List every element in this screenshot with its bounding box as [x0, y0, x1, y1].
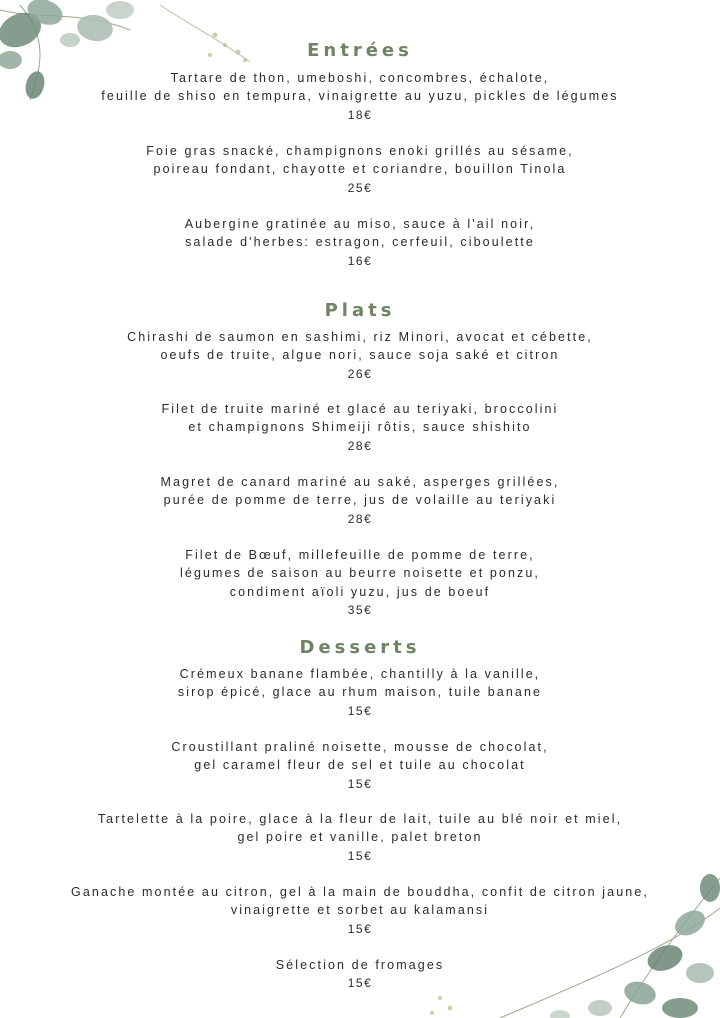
dish-price: 15€ [347, 848, 373, 863]
dish-description: Chirashi de saumon en sashimi, riz Minori, avocat et cébette, [127, 330, 593, 344]
dish-description: légumes de saison au beurre noisette et ponzu, [180, 566, 540, 581]
dish-price: 35€ [347, 602, 373, 617]
dish-description: feuille de shiso en tempura, vinaigrette au yuzu, pickles de légumes [101, 89, 619, 104]
dish-item [0, 400, 720, 455]
dish-price: 28€ [347, 511, 373, 526]
dish-item [0, 546, 720, 619]
dish-item [0, 142, 720, 197]
dish-item [0, 956, 720, 993]
dish-description: Tartare de thon, umeboshi, concombres, échalote, [170, 71, 550, 85]
dish-description: poireau fondant, chayotte et coriandre, bouillon Tinola [153, 162, 567, 177]
dish-price: 15€ [347, 776, 373, 791]
dish-description: gel caramel fleur de sel et tuile au chocolat [194, 758, 526, 773]
dish-description: Crémeux banane flambée, chantilly à la vanille, [179, 667, 541, 681]
dish-description: Ganache montée au citron, gel à la main de bouddha, confit de citron jaune, [71, 885, 649, 899]
dish-price: 26€ [347, 366, 373, 381]
dish-item [0, 473, 720, 528]
section-title-desserts: Desserts [299, 637, 421, 658]
dish-price: 28€ [347, 438, 373, 453]
dish-price: 15€ [347, 703, 373, 718]
section-title-plats: Plats [324, 300, 396, 321]
dish-description: vinaigrette et sorbet au kalamansi [230, 903, 490, 918]
dish-price: 18€ [347, 107, 373, 122]
dish-description: Croustillant praliné noisette, mousse de chocolat, [171, 740, 549, 754]
dish-description: condiment aïoli yuzu, jus de boeuf [229, 584, 491, 599]
dish-item [0, 665, 720, 720]
dish-price: 16€ [347, 253, 373, 268]
dish-item [0, 738, 720, 793]
dish-description: Filet de Bœuf, millefeuille de pomme de terre, [185, 548, 535, 562]
dish-description: Aubergine gratinée au miso, sauce à l'ail noir, [184, 217, 536, 231]
dish-description: purée de pomme de terre, jus de volaille au teriyaki [163, 493, 557, 508]
dish-description: oeufs de truite, algue nori, sauce soja saké et citron [160, 348, 560, 363]
dish-price: 15€ [347, 976, 373, 991]
dish-description: Tartelette à la poire, glace à la fleur de lait, tuile au blé noir et miel, [97, 812, 623, 826]
dish-item [0, 215, 720, 270]
section-title-entrees: Entrées [307, 40, 413, 61]
dish-description: Magret de canard mariné au saké, asperges grillées, [160, 475, 560, 489]
dish-item [0, 69, 720, 124]
dish-description: salade d'herbes: estragon, cerfeuil, ciboulette [185, 235, 535, 250]
dish-description: et champignons Shimeiji rôtis, sauce shishito [188, 420, 532, 435]
dish-description: gel poire et vanille, palet breton [237, 830, 483, 845]
dish-description: Foie gras snacké, champignons enoki grillés au sésame, [146, 144, 574, 158]
dish-item [0, 328, 720, 383]
dish-description: Filet de truite mariné et glacé au teriyaki, broccolini [161, 402, 559, 416]
dish-item [0, 883, 720, 938]
dish-item [0, 810, 720, 865]
dish-price: 15€ [347, 921, 373, 936]
dish-description: Sélection de fromages [275, 958, 445, 972]
dish-price: 25€ [347, 180, 373, 195]
dish-description: sirop épicé, glace au rhum maison, tuile banane [177, 685, 543, 700]
